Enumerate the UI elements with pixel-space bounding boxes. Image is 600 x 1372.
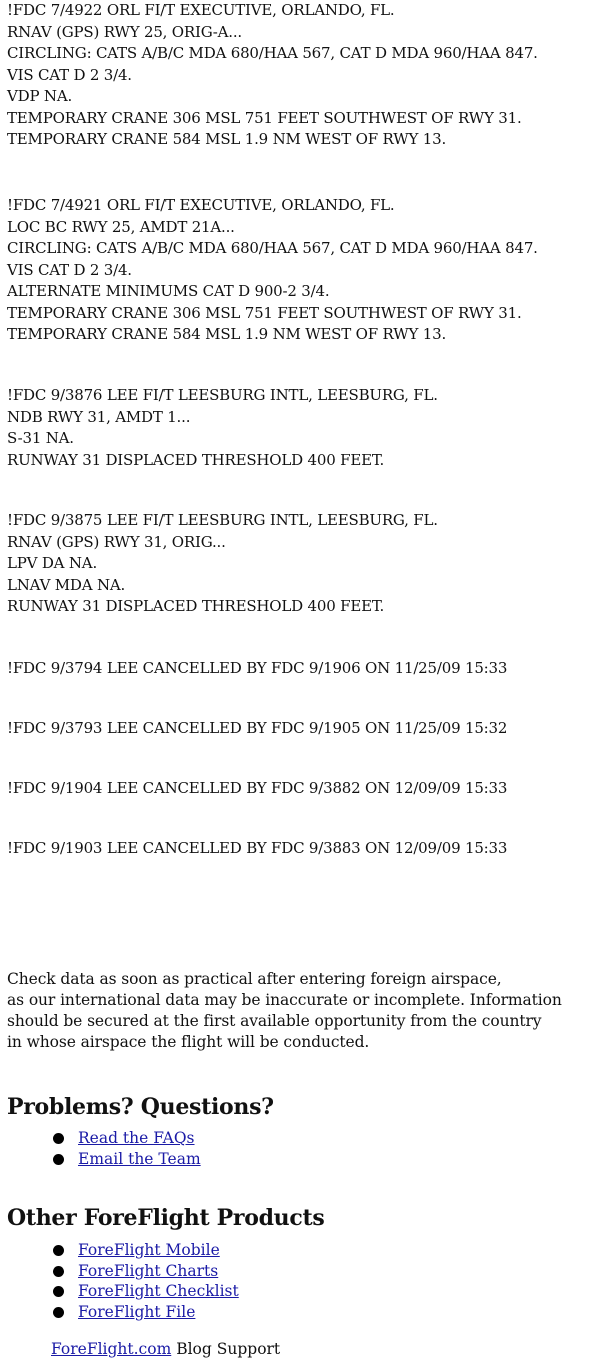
notam-line: CIRCLING: CATS A/B/C MDA 680/HAA 567, CAT D MDA 960/HAA 847.	[7, 239, 538, 257]
notam-line: LNAV MDA NA.	[7, 575, 126, 594]
notam-line: !FDC 7/4921 ORL FI/T EXECUTIVE, ORLANDO, FL.	[7, 196, 395, 214]
notam-line: ALTERNATE MINIMUMS CAT D 900-2 3/4.	[7, 282, 330, 300]
disclaimer-line: should be secured at the first available opportunity from the country	[7, 1012, 542, 1030]
notam-entry	[7, 195, 538, 346]
notam-entry	[7, 385, 438, 471]
notam-line: VIS CAT D 2 3/4.	[7, 260, 132, 279]
email-team-link[interactable]: Email the Team	[78, 1149, 201, 1168]
notam-line: !FDC 9/3793 LEE CANCELLED BY FDC 9/1905 ON 11/25/09 15:32	[7, 719, 508, 737]
notam-line: LPV DA NA.	[7, 554, 98, 572]
disclaimer-line: Check data as soon as practical after entering foreign airspace,	[7, 970, 502, 988]
foreflight-mobile-link[interactable]: ForeFlight Mobile	[78, 1241, 220, 1259]
notam-line: !FDC 7/4922 ORL FI/T EXECUTIVE, ORLANDO, FL.	[7, 1, 395, 19]
notam-line: TEMPORARY CRANE 306 MSL 751 FEET SOUTHWEST OF RWY 31.	[7, 108, 522, 127]
notam-entry	[7, 658, 507, 680]
notam-line: !FDC 9/1904 LEE CANCELLED BY FDC 9/3882 ON 12/09/09 15:33	[7, 779, 508, 797]
foreflight-file-link[interactable]: ForeFlight File	[78, 1302, 196, 1321]
disclaimer-line: as our international data may be inaccurate or incomplete. Information	[7, 991, 562, 1009]
notam-line: NDB RWY 31, AMDT 1...	[7, 407, 191, 426]
notam-line: RUNWAY 31 DISPLACED THRESHOLD 400 FEET.	[7, 450, 385, 469]
foreflight-charts-link[interactable]: ForeFlight Charts	[78, 1261, 219, 1280]
blog-text: Blog	[176, 1340, 212, 1358]
notam-line: !FDC 9/3876 LEE FI/T LEESBURG INTL, LEESBURG, FL.	[7, 386, 438, 404]
notam-line: TEMPORARY CRANE 584 MSL 1.9 NM WEST OF RWY 13.	[7, 130, 447, 148]
foreflight-checklist-link[interactable]: ForeFlight Checklist	[78, 1282, 239, 1300]
bullet-icon	[53, 1286, 64, 1297]
notam-line: RNAV (GPS) RWY 31, ORIG...	[7, 532, 226, 551]
foreflight-site-link[interactable]: ForeFlight.com	[51, 1340, 172, 1358]
notam-line: VDP NA.	[7, 87, 73, 105]
notam-line: TEMPORARY CRANE 306 MSL 751 FEET SOUTHWEST OF RWY 31.	[7, 303, 522, 322]
support-text: Support	[216, 1340, 281, 1358]
notam-line: !FDC 9/3794 LEE CANCELLED BY FDC 9/1906 ON 11/25/09 15:33	[7, 659, 508, 677]
notam-line: LOC BC RWY 25, AMDT 21A...	[7, 217, 235, 236]
bullet-icon	[53, 1307, 64, 1318]
international-data-disclaimer	[7, 969, 587, 1053]
notam-line: VIS CAT D 2 3/4.	[7, 65, 132, 84]
notam-entry	[7, 718, 507, 740]
notam-line: S-31 NA.	[7, 429, 74, 447]
notam-entry	[7, 838, 507, 860]
bullet-icon	[53, 1266, 64, 1277]
notam-line: RUNWAY 31 DISPLACED THRESHOLD 400 FEET.	[7, 597, 385, 615]
notam-line: !FDC 9/1903 LEE CANCELLED BY FDC 9/3883 ON 12/09/09 15:33	[7, 839, 508, 857]
bullet-icon	[53, 1133, 64, 1144]
help-heading: Problems? Questions?	[7, 1094, 274, 1120]
bullet-icon	[53, 1245, 64, 1256]
bullet-icon	[53, 1154, 64, 1165]
notam-entry	[7, 510, 438, 618]
notam-line: CIRCLING: CATS A/B/C MDA 680/HAA 567, CAT D MDA 960/HAA 847.	[7, 44, 538, 62]
notam-entry	[7, 778, 507, 800]
notam-line: TEMPORARY CRANE 584 MSL 1.9 NM WEST OF RWY 13.	[7, 325, 447, 343]
footer	[51, 1340, 280, 1358]
read-faqs-link[interactable]: Read the FAQs	[78, 1129, 195, 1147]
notam-entry	[7, 0, 538, 151]
products-heading: Other ForeFlight Products	[7, 1205, 325, 1231]
notam-line: !FDC 9/3875 LEE FI/T LEESBURG INTL, LEESBURG, FL.	[7, 511, 438, 529]
disclaimer-line: in whose airspace the flight will be conducted.	[7, 1033, 370, 1051]
notam-line: RNAV (GPS) RWY 25, ORIG-A...	[7, 22, 242, 41]
